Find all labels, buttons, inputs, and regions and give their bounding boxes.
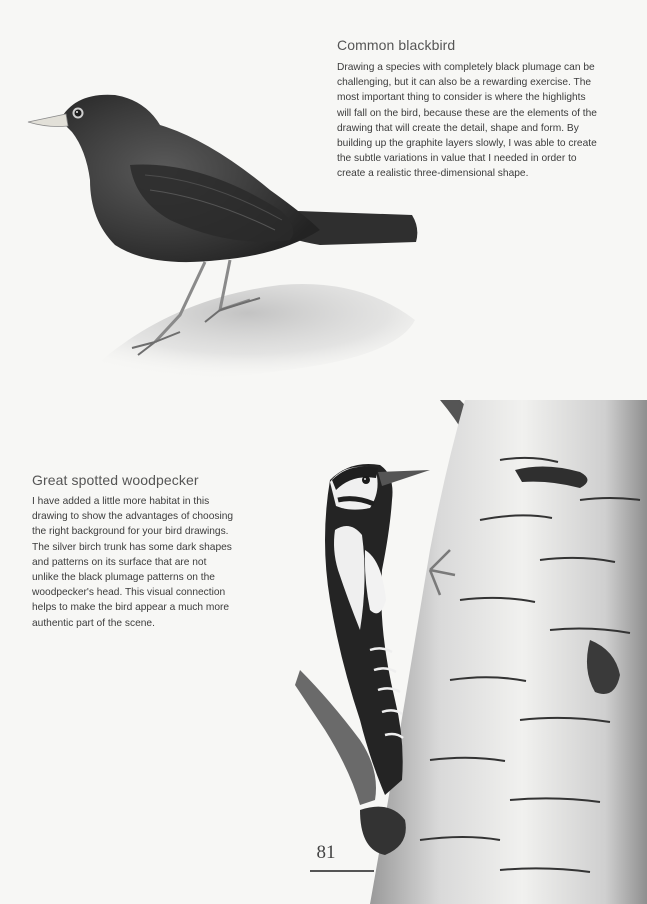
paragraph-line: create a realistic three-dimensional shape. [337, 168, 529, 180]
paragraph-line: most important thing to consider is where the highlights [337, 92, 586, 104]
ground-mound [80, 284, 415, 381]
paragraph-line: I have added a little more habitat in this [32, 496, 210, 507]
woodpecker-beak [378, 470, 430, 486]
blackbird-illustration [20, 80, 440, 390]
paragraph-line: and patterns on its surface that are not [32, 556, 207, 568]
paragraph-line: challenging, but it can also be a rewarding exercise. The [337, 77, 592, 89]
paragraph-line: woodpecker's head. This visual connection [32, 587, 226, 599]
woodpecker-paragraph [32, 494, 272, 631]
page-number-rule [310, 870, 374, 872]
woodpecker-title: Great spotted woodpecker [32, 472, 199, 488]
blackbird-eye [75, 110, 82, 117]
paragraph-line: drawing that will create the detail, shape and form. By [337, 122, 579, 134]
blackbird-title: Common blackbird [337, 37, 456, 53]
paragraph-line: building up the graphite layers slowly, I was able to create [337, 138, 597, 150]
paragraph-line: the subtle variations in value that I needed in order to [337, 153, 577, 165]
paragraph-line: the right background for your bird drawings. [32, 526, 229, 538]
woodpecker-illustration [290, 400, 647, 904]
paragraph-line: The silver birch trunk has some dark shapes [32, 541, 232, 553]
paragraph-line: drawing to show the advantages of choosing [32, 511, 234, 523]
woodpecker-eye [362, 476, 370, 484]
paragraph-line: will fall on the bird, because these are the elements of the [337, 107, 597, 119]
paragraph-line: authentic part of the scene. [32, 617, 155, 629]
blackbird-beak [28, 114, 68, 127]
page-number: 81 [316, 842, 336, 863]
paragraph-line: Drawing a species with completely black plumage can be [337, 62, 595, 73]
paragraph-line: unlike the black plumage patterns on the [32, 572, 215, 584]
paragraph-line: helps to make the bird appear a much more [32, 602, 230, 614]
